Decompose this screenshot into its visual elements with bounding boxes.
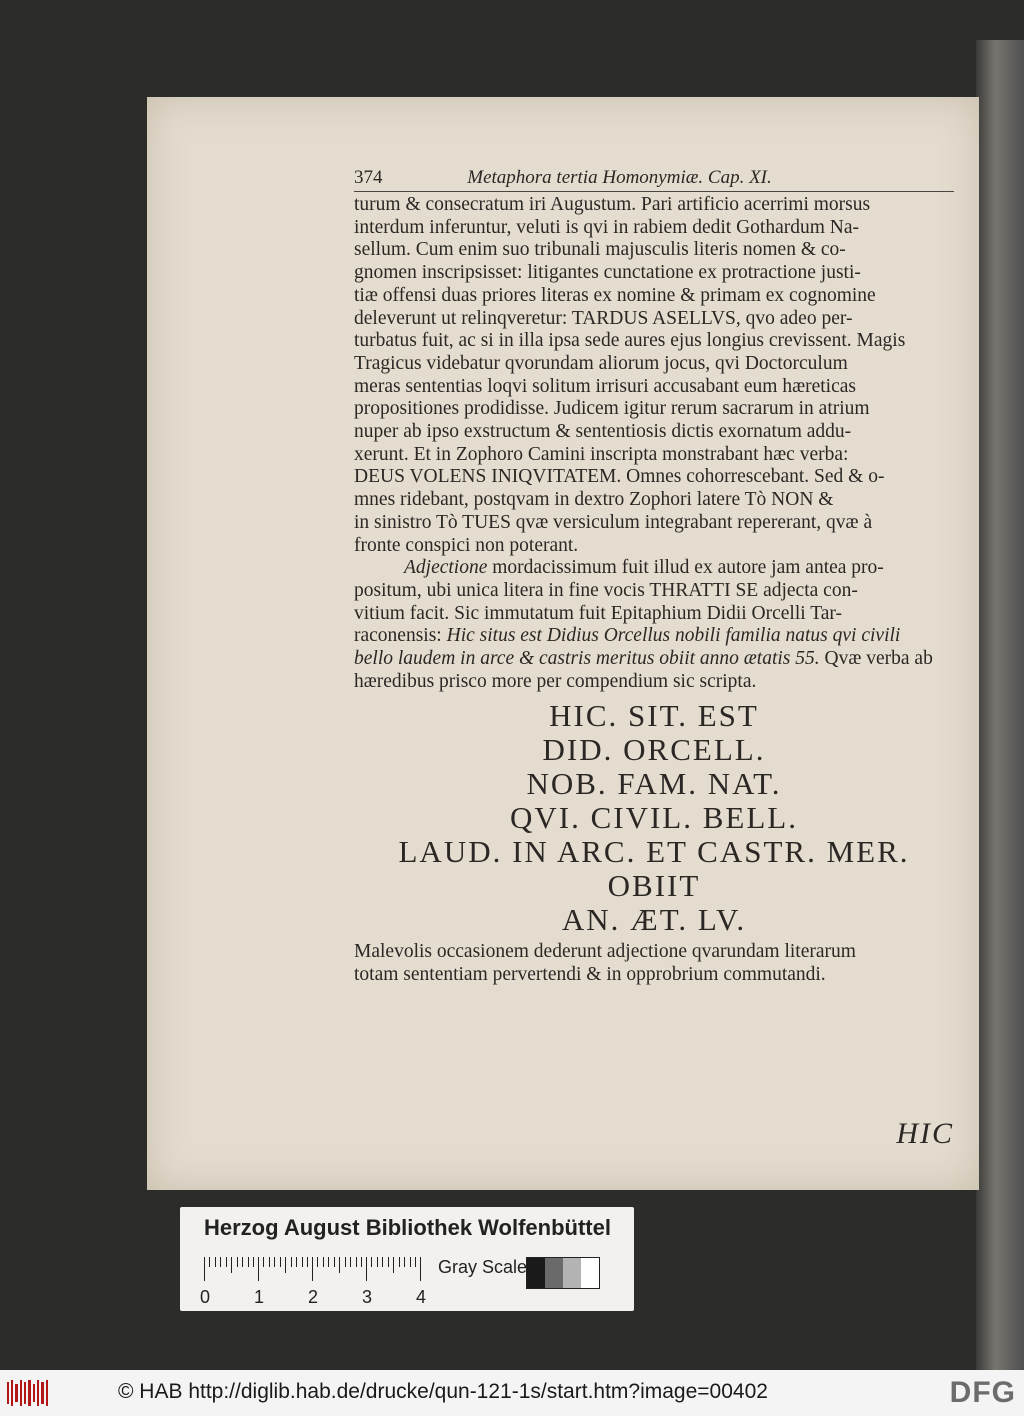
text-line: turum & consecratum iri Augustum. Pari artificio acerrimi morsus [354, 194, 871, 215]
copyright-link[interactable]: © HAB http://diglib.hab.de/drucke/qun-121-1s/start.htm?image=00402 [118, 1380, 768, 1403]
inscription-line: QVI. CIVIL. BELL. [510, 800, 798, 836]
text-line: mnes ridebant, postqvam in dextro Zophori latere Tò NON & [354, 489, 834, 511]
text-line: positum, ubi unica litera in fine vocis THRATTI SE adjecta con- [354, 579, 858, 601]
scale-number: 1 [254, 1287, 265, 1307]
scale-number: 4 [416, 1287, 427, 1307]
text-line: interdum inferuntur, veluti is qvi in rabiem dedit Gothardum Na- [354, 216, 860, 238]
text-line [354, 625, 954, 648]
book-page [147, 97, 979, 1190]
text-line: meras sententias loqvi solitum irrisuri accusabant eum hæreticas [354, 375, 856, 397]
paragraph-start [354, 557, 954, 580]
text-line: fronte conspici non poterant. [354, 534, 579, 556]
text-line: gnomen inscripsisset: litigantes cunctatione ex protractione justi- [354, 262, 861, 284]
text-line: hæredibus prisco more per compendium sic scripta. [354, 670, 757, 692]
running-header [354, 167, 954, 192]
gray-scale-label: Gray Scale [438, 1257, 528, 1277]
text-line: propositiones prodidisse. Judicem igitur rerum sacrarum in atrium [354, 398, 870, 420]
color-reference-card [180, 1207, 634, 1311]
text-line: turbatus fuit, ac si in illa ipsa sede aures ejus longius crevissent. Magis [354, 330, 906, 352]
text-line [354, 648, 954, 671]
viewer-footer [0, 1370, 1024, 1416]
inscription-line: LAUD. IN ARC. ET CASTR. MER. [398, 834, 910, 870]
inscription-line: NOB. FAM. NAT. [526, 766, 782, 802]
text-block [354, 167, 954, 1150]
text-span: mordacissimum fuit illud ex autore jam antea pro- [487, 557, 884, 579]
epitaph-text: Hic situs est Didius Orcellus nobili familia natus qvi civili [446, 625, 901, 647]
text-line: nuper ab ipso exstructum & sententiosis dictis exornatum addu- [354, 421, 852, 443]
text-span: Qvæ verba ab [819, 648, 933, 670]
text-line: in sinistro Tò TUES qvæ versiculum integrabant repererant, qvæ à [354, 511, 873, 533]
text-line: xerunt. Et in Zophoro Camini inscripta monstrabant hæc verba: [354, 443, 849, 465]
text-line: Tragicus videbatur qvorundam aliorum jocus, qvi Doctorculum [354, 352, 848, 374]
text-span: raconensis: [354, 625, 447, 647]
ruler-scale [204, 1257, 424, 1281]
scale-number: 3 [362, 1287, 373, 1307]
epitaph-inscription [354, 699, 954, 937]
epitaph-text: bello laudem in arce & castris meritus obiit anno ætatis 55. [354, 648, 820, 670]
body-text [354, 194, 954, 987]
scale-number: 0 [200, 1287, 211, 1307]
inscription-line: AN. ÆT. LV. [561, 902, 747, 938]
text-line: vitium facit. Sic immutatum fuit Epitaphium Didii Orcelli Tar- [354, 602, 843, 624]
text-line: deleverunt ut relinqveretur: TARDUS ASELLVS, qvo adeo per- [354, 307, 853, 329]
scale-number: 2 [308, 1287, 319, 1307]
library-name: Herzog August Bibliothek Wolfenbüttel [204, 1215, 611, 1240]
text-line: Malevolis occasionem dederunt adjectione qvarundam literarum [354, 941, 856, 963]
text-line: totam sententiam pervertendi & in opprobrium commutandi. [354, 964, 826, 986]
inscription-line: HIC. SIT. EST [549, 698, 759, 734]
lead-word: Adjectione [404, 557, 488, 579]
text-line: sellum. Cum enim suo tribunali majusculis literis nomen & co- [354, 239, 846, 261]
gray-scale-swatches [526, 1257, 600, 1289]
hab-barcode-icon [6, 1378, 48, 1408]
text-line: tiæ offensi duas priores literas ex nomine & primam ex cognomine [354, 284, 876, 306]
inscription-line: OBIIT [607, 868, 701, 904]
book-spine [976, 40, 1024, 1370]
running-head: Metaphora tertia Homonymiæ. Cap. XI. [467, 167, 772, 188]
catchword: HIC [896, 1117, 954, 1150]
text-line: DEUS VOLENS INIQVITATEM. Omnes cohorrescebant. Sed & o- [354, 466, 885, 488]
inscription-line: DID. ORCELL. [542, 732, 766, 768]
dfg-logo: DFG [949, 1376, 1016, 1409]
page-number: 374 [354, 167, 383, 188]
